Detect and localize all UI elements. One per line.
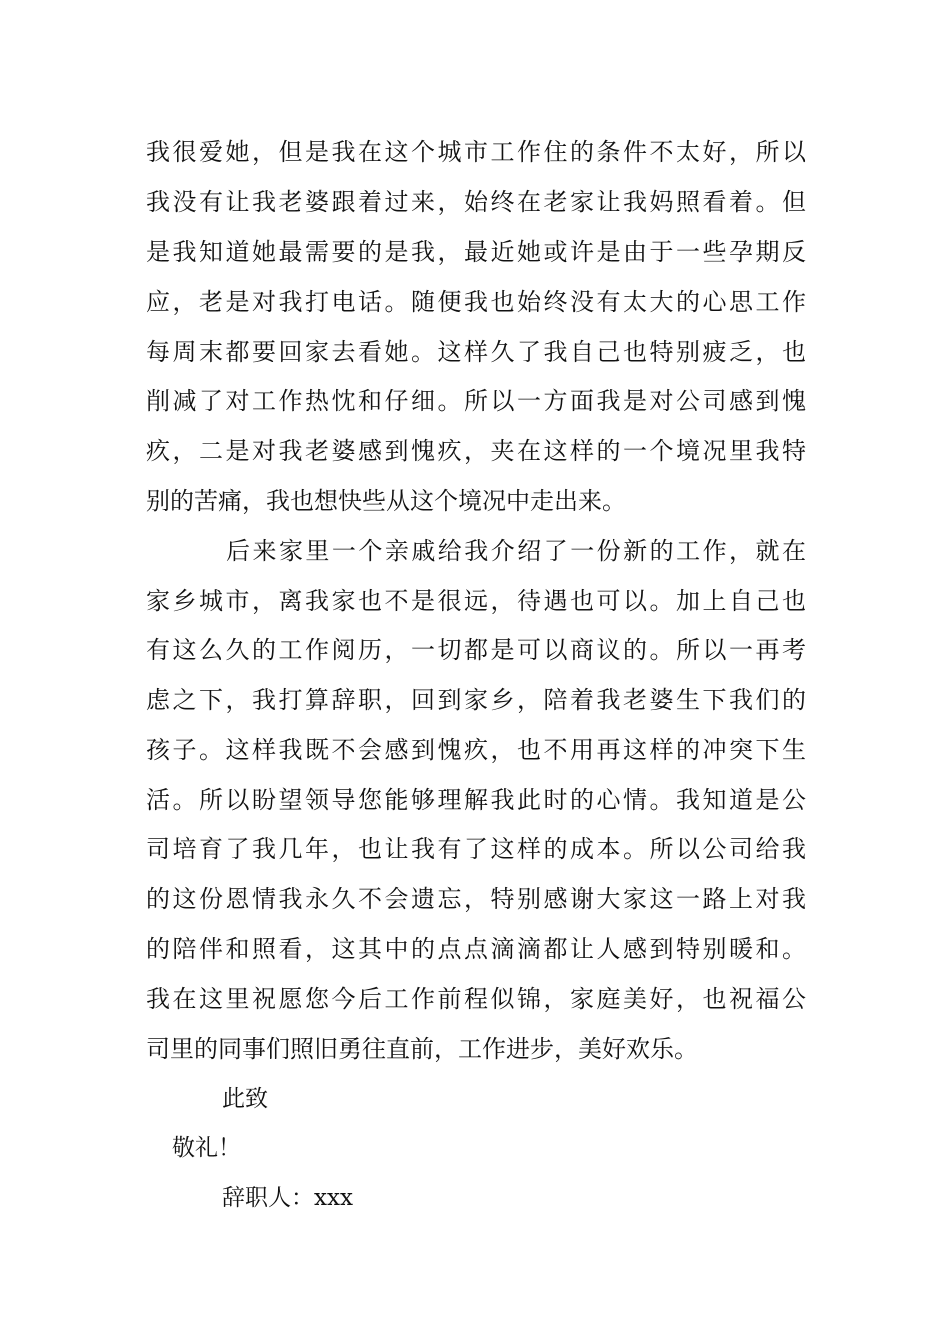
text-line: 别的苦痛，我也想快些从这个境况中走出来。 [146, 487, 626, 515]
text-line: 活。所以盼望领导您能够理解我此时的心情。我知道是公 [146, 786, 806, 814]
text-line: 应，老是对我打电话。随便我也始终没有太大的心思工作 [146, 288, 806, 316]
text-line: 家乡城市，离我家也不是很远，待遇也可以。加上自己也 [146, 587, 806, 615]
closing-salutation: 此致 [222, 1086, 268, 1112]
text-line: 虑之下，我打算辞职，回到家乡，陪着我老婆生下我们的 [146, 686, 806, 714]
text-line: 的陪伴和照看，这其中的点点滴滴都让人感到特别暖和。 [146, 935, 806, 963]
text-line: 疚，二是对我老婆感到愧疚，夹在这样的一个境况里我特 [146, 437, 806, 465]
text-line: 后来家里一个亲戚给我介绍了一份新的工作，就在 [226, 537, 806, 565]
closing-regards: 敬礼！ [172, 1135, 241, 1161]
text-line: 削减了对工作热忱和仔细。所以一方面我是对公司感到愧 [146, 387, 806, 415]
text-line: 每周末都要回家去看她。这样久了我自己也特别疲乏，也 [146, 338, 806, 366]
text-line: 的这份恩情我永久不会遗忘，特别感谢大家这一路上对我 [146, 885, 806, 913]
text-line: 司里的同事们照旧勇往直前，工作进步，美好欢乐。 [146, 1035, 698, 1063]
text-line: 我在这里祝愿您今后工作前程似锦，家庭美好，也祝福公 [146, 985, 806, 1013]
signature-line: 辞职人：xxx [222, 1185, 353, 1211]
text-line: 我没有让我老婆跟着过来，始终在老家让我妈照看着。但 [146, 188, 806, 216]
text-line: 司培育了我几年，也让我有了这样的成本。所以公司给我 [146, 835, 806, 863]
text-line: 有这么久的工作阅历，一切都是可以商议的。所以一再考 [146, 636, 806, 664]
text-line: 我很爱她，但是我在这个城市工作住的条件不太好，所以 [146, 138, 806, 166]
text-line: 是我知道她最需要的是我，最近她或许是由于一些孕期反 [146, 238, 806, 266]
text-line: 孩子。这样我既不会感到愧疚，也不用再这样的冲突下生 [146, 736, 806, 764]
